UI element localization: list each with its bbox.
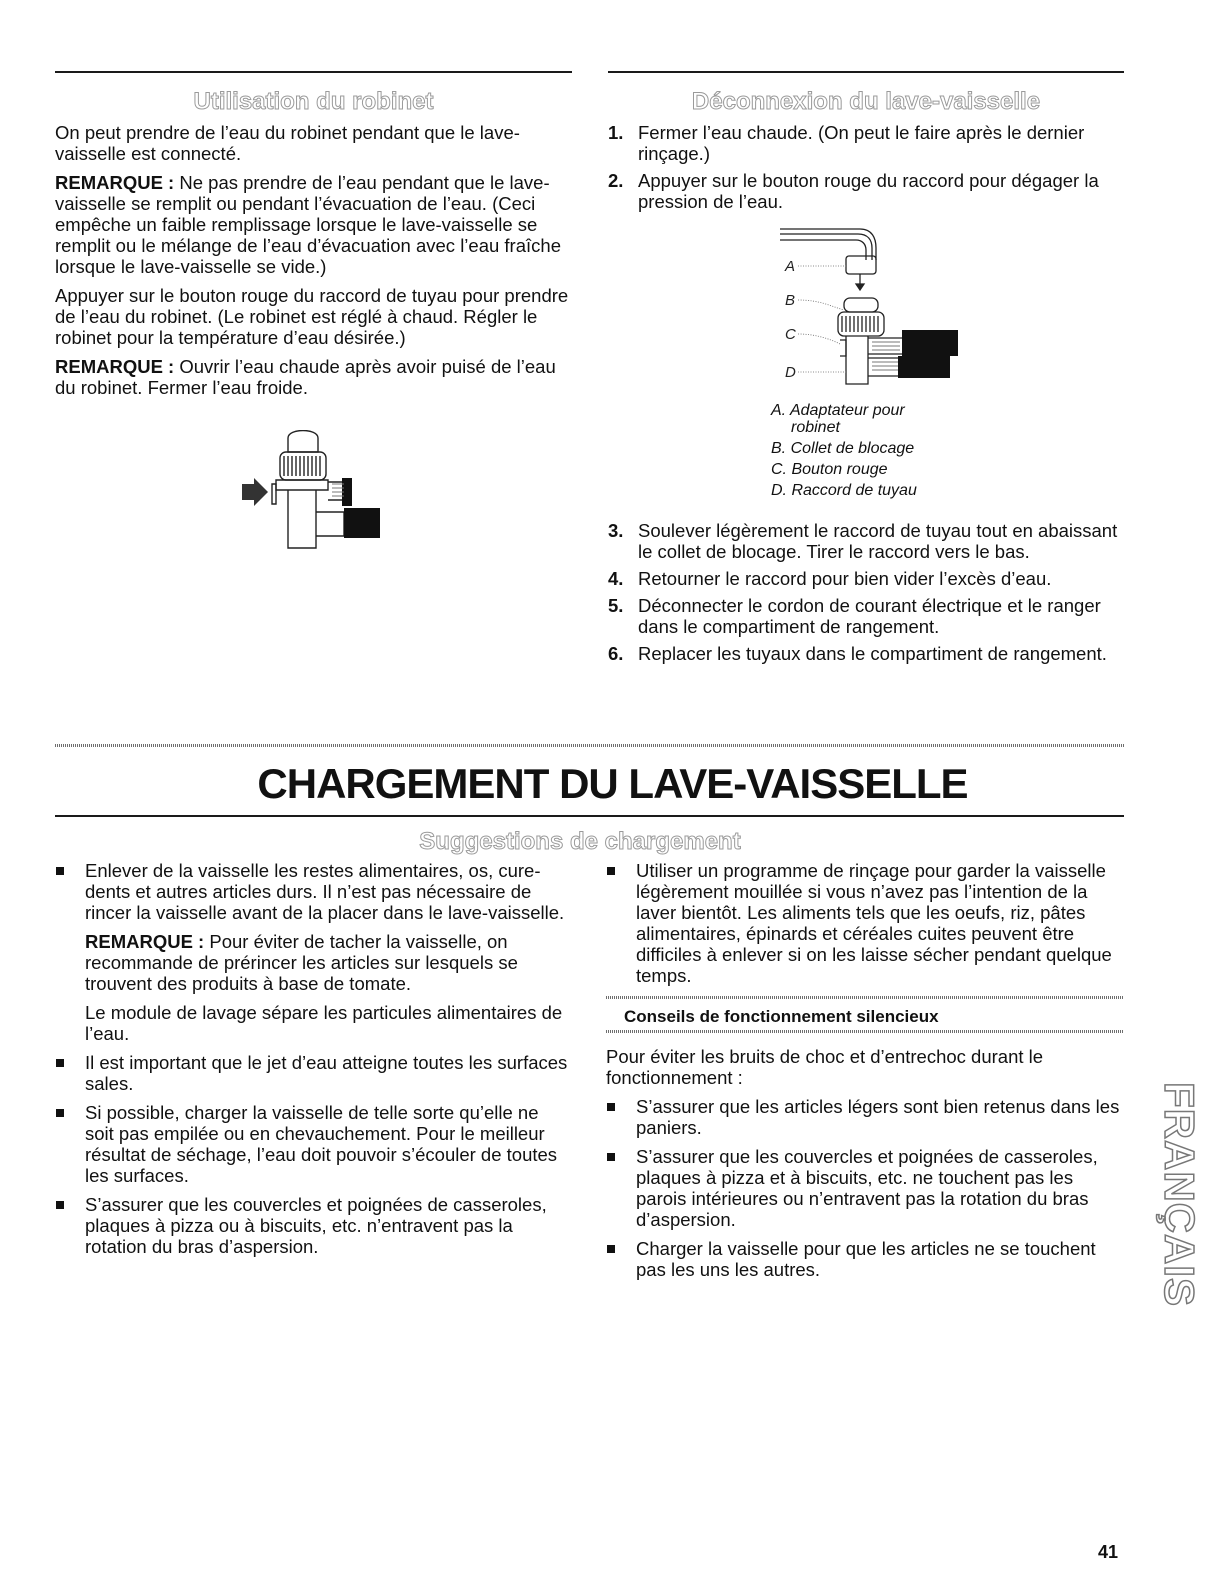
list-item	[55, 1102, 570, 1186]
step-number: 3.	[608, 520, 624, 541]
bullet-square-icon	[607, 1103, 615, 1111]
bullet-text: Enlever de la vaisselle les restes alimentaires, os, cure-dents et autres articles durs. Il n’est pas nécessaire de rincer la vaisselle avant de la placer dans le lave-vaisselle.	[85, 860, 565, 923]
note-label: REMARQUE :	[55, 356, 175, 377]
note-text: Pour éviter de tacher la vaisselle, on recommande de prérincer les articles sur lesquels se trouvent des produits à base de tomate.	[85, 931, 518, 994]
step-item	[608, 568, 1124, 589]
quiet-list	[606, 1096, 1124, 1280]
quiet-intro: Pour éviter les bruits de choc et d’entrechoc durant le fonctionnement :	[606, 1046, 1044, 1088]
step-item	[608, 170, 1124, 212]
page-number: 41	[1098, 1542, 1119, 1562]
list-item	[55, 860, 570, 1044]
suggestions-right-list	[606, 860, 1124, 986]
bullet-text: Si possible, charger la vaisselle de telle sorte qu’elle ne soit pas empilée ou en chevauchement. Pour le meilleur résultat de séchage, l’eau doit pouvoir s’écouler de toutes les surfaces.	[85, 1102, 558, 1186]
legend-item-a-cont: robinet	[791, 419, 840, 436]
step-item	[608, 643, 1124, 664]
bullet-square-icon	[607, 1245, 615, 1253]
diagram-label-b: B	[785, 292, 796, 309]
suggestions-right-column	[606, 860, 1124, 994]
hose-connector-illustration	[236, 430, 386, 555]
step-number: 2.	[608, 170, 624, 191]
faucet-use-note-2	[55, 356, 572, 398]
diagram-label-d: D	[785, 364, 796, 381]
list-item	[606, 860, 1124, 986]
faucet-use-para-2: Appuyer sur le bouton rouge du raccord de tuyau pour prendre de l’eau du robinet. (Le robinet est réglé à chaud. Régler le robinet pour la température d’eau désirée.)	[55, 285, 569, 348]
list-item	[55, 1052, 570, 1094]
disconnect-section	[608, 88, 1124, 218]
quiet-heading-top-rule	[606, 996, 1124, 999]
bullet-text: S’assurer que les couvercles et poignées de casseroles, plaques à pizza ou à biscuits, etc. n’entravent pas la rotation du bras d’aspersion.	[85, 1194, 547, 1257]
note-text: Ne pas prendre de l’eau pendant que le lave-vaisselle se remplit ou pendant l’évacuation de l’eau. (Ceci empêche un faible remplissage lorsque le lave-vaisselle se remplit ou le mélange de l’eau d’évacuation avec l’eau fraîche lorsque le lave-vaisselle se vide.)	[55, 172, 561, 277]
faucet-use-note-1	[55, 172, 572, 277]
bullet-square-icon	[607, 1153, 615, 1161]
note-label: REMARQUE :	[55, 172, 175, 193]
faucet-use-heading: Utilisation du robinet	[193, 88, 434, 115]
language-side-tab: FRANÇAIS	[1156, 1082, 1203, 1307]
page-title: CHARGEMENT DU LAVE-VAISSELLE	[257, 760, 968, 807]
disconnect-heading: Déconnexion du lave-vaisselle	[691, 88, 1041, 115]
bullet-square-icon	[56, 867, 64, 875]
top-rule-right	[608, 71, 1124, 73]
step-item	[608, 122, 1124, 164]
step-text: Fermer l’eau chaude. (On peut le faire après le dernier rinçage.)	[638, 122, 1085, 164]
quiet-heading-bottom-rule	[606, 1030, 1124, 1033]
title-bottom-rule	[55, 815, 1124, 817]
bullet-extra: Le module de lavage sépare les particules alimentaires de l’eau.	[85, 1002, 563, 1044]
list-item	[55, 1194, 570, 1257]
bullet-text: Il est important que le jet d’eau atteigne toutes les surfaces sales.	[85, 1052, 568, 1094]
faucet-adapter-diagram	[780, 226, 970, 391]
suggestions-left-list	[55, 860, 570, 1257]
step-text: Replacer les tuyaux dans le compartiment de rangement.	[638, 643, 1107, 664]
disconnect-steps-bottom	[608, 520, 1124, 664]
step-number: 6.	[608, 643, 624, 664]
bullet-square-icon	[56, 1059, 64, 1067]
note-text: Ouvrir l’eau chaude après avoir puisé de l’eau du robinet. Fermer l’eau froide.	[55, 356, 556, 398]
step-item	[608, 595, 1124, 637]
diagram-legend	[771, 400, 971, 501]
step-text: Appuyer sur le bouton rouge du raccord pour dégager la pression de l’eau.	[638, 170, 1099, 212]
list-item	[606, 1146, 1124, 1230]
disconnect-steps-bottom-wrap	[608, 520, 1124, 670]
bullet-note	[85, 931, 570, 994]
quiet-operation-section	[606, 1046, 1124, 1288]
bullet-text: Charger la vaisselle pour que les articles ne se touchent pas les uns les autres.	[636, 1238, 1096, 1280]
step-number: 5.	[608, 595, 624, 616]
suggestions-left-column	[55, 860, 570, 1265]
legend-item-c: C. Bouton rouge	[771, 461, 888, 478]
suggestions-heading: Suggestions de chargement	[419, 828, 741, 855]
legend-item-b: B. Collet de blocage	[771, 440, 915, 457]
bullet-text: Utiliser un programme de rinçage pour garder la vaisselle légèrement mouillée si vous n’avez pas l’intention de la laver bientôt. Les aliments tels que les oeufs, riz, pâtes alimentaires, épinards et céréales cuites peuvent être difficiles à enlever si on les laisse sécher pendant quelque temps.	[636, 860, 1112, 986]
list-item	[606, 1096, 1124, 1138]
faucet-use-para-1: On peut prendre de l’eau du robinet pendant que le lave-vaisselle est connecté.	[55, 122, 520, 164]
step-number: 1.	[608, 122, 624, 143]
step-text: Retourner le raccord pour bien vider l’excès d’eau.	[638, 568, 1052, 589]
faucet-use-section	[55, 88, 572, 406]
legend-item-d: D. Raccord de tuyau	[771, 482, 917, 499]
title-top-rule	[55, 744, 1124, 747]
diagram-label-c: C	[785, 326, 796, 343]
bullet-square-icon	[607, 867, 615, 875]
note-label: REMARQUE :	[85, 931, 205, 952]
step-text: Soulever légèrement le raccord de tuyau tout en abaissant le collet de blocage. Tirer le raccord vers le bas.	[638, 520, 1118, 562]
step-number: 4.	[608, 568, 624, 589]
bullet-square-icon	[56, 1201, 64, 1209]
bullet-square-icon	[56, 1109, 64, 1117]
step-text: Déconnecter le cordon de courant électrique et le ranger dans le compartiment de rangement.	[638, 595, 1101, 637]
bullet-text: S’assurer que les articles légers sont bien retenus dans les paniers.	[636, 1096, 1120, 1138]
diagram-label-a: A	[785, 258, 796, 275]
disconnect-steps-top	[608, 122, 1124, 212]
quiet-operation-heading: Conseils de fonctionnement silencieux	[624, 1007, 939, 1026]
step-item	[608, 520, 1124, 562]
list-item	[606, 1238, 1124, 1280]
top-rule-left	[55, 71, 572, 73]
bullet-text: S’assurer que les couvercles et poignées de casseroles, plaques à pizza et à biscuits, etc. ne touchent pas les parois intérieures ou n’entravent pas la rotation du bras d’aspersion.	[636, 1146, 1098, 1230]
legend-item-a: A. Adaptateur pour	[771, 402, 905, 419]
